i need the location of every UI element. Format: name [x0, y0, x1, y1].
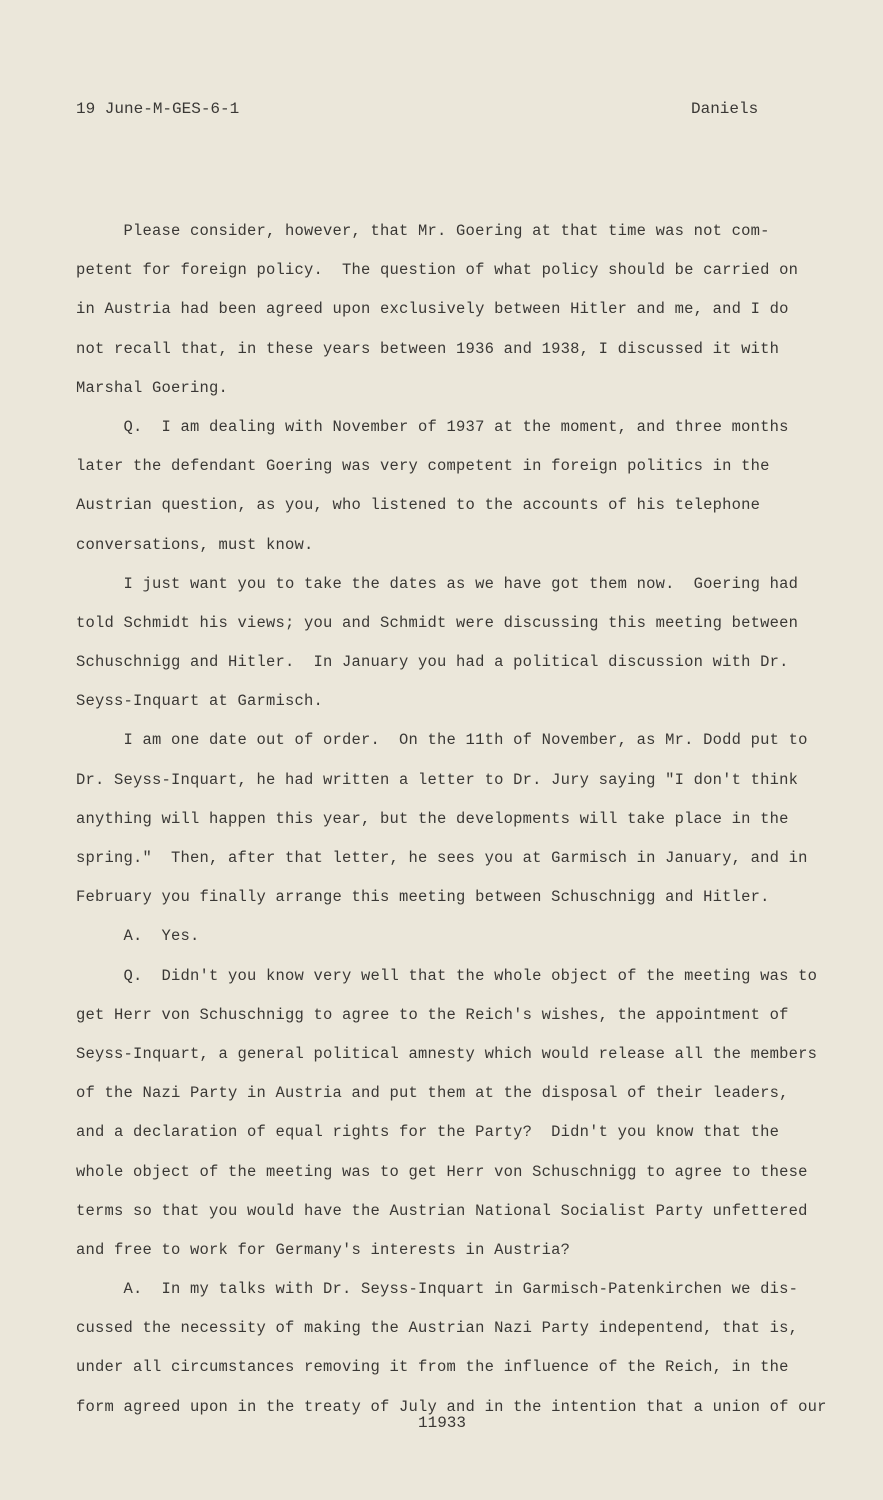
text-line: anything will happen this year, but the developments will take place in the [76, 809, 789, 828]
text-line: I am one date out of order. On the 11th of November, as Mr. Dodd put to [76, 731, 808, 750]
text-line: A. Yes. [76, 927, 200, 946]
text-line: not recall that, in these years between 1936 and 1938, I discussed it with [76, 339, 780, 358]
text-line: told Schmidt his views; you and Schmidt were discussing this meeting between [76, 613, 799, 632]
text-line: spring." Then, after that letter, he sees you at Garmisch in January, and in [76, 849, 808, 867]
text-line: Schuschnigg and Hitler. In January you had a political discussion with Dr. [76, 653, 789, 672]
text-line: and a declaration of equal rights for the Party? Didn't you know that the [76, 1123, 780, 1142]
text-line: petent for foreign policy. The question of what policy should be carried on [76, 261, 799, 280]
reporter-name: Daniels [691, 100, 759, 118]
text-line: Q. Didn't you know very well that the whole object of the meeting was to [76, 966, 818, 985]
text-line: later the defendant Goering was very competent in foreign politics in the [76, 457, 770, 476]
text-line: conversations, must know. [76, 535, 314, 554]
text-line: of the Nazi Party in Austria and put them at the disposal of their leaders, [76, 1084, 789, 1103]
text-line: Please consider, however, that Mr. Goering at that time was not com- [76, 222, 770, 240]
text-line: in Austria had been agreed upon exclusively between Hitler and me, and I do [76, 300, 789, 319]
text-line: form agreed upon in the treaty of July and in the intention that a union of our [76, 1397, 827, 1416]
text-line: cussed the necessity of making the Austrian Nazi Party indepentend, that is, [76, 1319, 799, 1338]
text-line: terms so that you would have the Austrian National Socialist Party unfettered [76, 1201, 808, 1220]
text-line: whole object of the meeting was to get Herr von Schuschnigg to agree to these [76, 1162, 808, 1181]
text-line: February you finally arrange this meeting between Schuschnigg and Hitler. [76, 888, 770, 907]
text-line: and free to work for Germany's interests in Austria? [76, 1240, 571, 1259]
page-number: 11933 [418, 1414, 467, 1432]
text-line: Seyss-Inquart, a general political amnesty which would release all the members [76, 1044, 818, 1063]
text-line: Austrian question, as you, who listened to the accounts of his telephone [76, 496, 761, 515]
text-line: Q. I am dealing with November of 1937 at the moment, and three months [76, 417, 789, 436]
text-line: Dr. Seyss-Inquart, he had written a letter to Dr. Jury saying "I don't think [76, 770, 799, 789]
transcript-body [76, 212, 834, 1427]
text-line: Seyss-Inquart at Garmisch. [76, 692, 324, 711]
text-line: under all circumstances removing it from the influence of the Reich, in the [76, 1358, 789, 1377]
text-line: Marshal Goering. [76, 378, 229, 397]
text-line: A. In my talks with Dr. Seyss-Inquart in Garmisch-Patenkirchen we dis- [76, 1280, 799, 1299]
text-line: get Herr von Schuschnigg to agree to the Reich's wishes, the appointment of [76, 1005, 789, 1024]
document-reference: 19 June-M-GES-6-1 [76, 100, 240, 118]
text-line: I just want you to take the dates as we have got them now. Goering had [76, 574, 799, 593]
